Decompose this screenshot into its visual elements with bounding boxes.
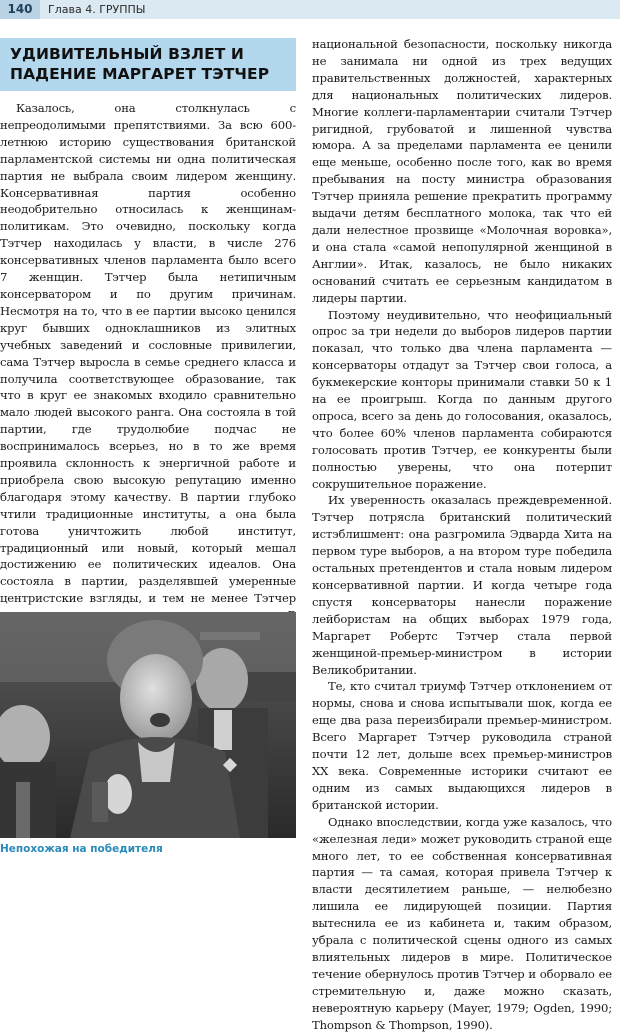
photo-illustration (0, 612, 296, 838)
box-title: УДИВИТЕЛЬНЫЙ ВЗЛЕТ И ПАДЕНИЕ МАРГАРЕТ ТЭТЧЕР (10, 45, 270, 83)
box-heading (0, 38, 296, 91)
paragraph: национальной безопасности, поскольку никогда не занимала ни одной из трех ведущих правительственных должностей, характерных для национальных политических лидеров. Многие коллеги-парламентарии считали Тэтчер ригидной, грубоватой и лишенной чувства юмора. А за пределами парламента ее ценили еще меньше, особенно после того, как во время пребывания на посту министра образования Тэтчер приняла решение прекратить программу выдачи детям бесплатного молока, так что ей дали нелестное прозвище «Молочная воровка», и она стала «самой непопулярной женщиной в Англии». Итак, казалось, не было никаких оснований считать ее серьезным кандидатом в лидеры партии. (312, 37, 612, 305)
paragraph: Однако впоследствии, когда уже казалось, что «железная леди» может руководить страной еще много лет, то ее собственная консервативная партия — та самая, которая привела Тэтчер к власти десятилетием раньше, — нелюбезно лишила ее лидирующей позиции. Партия вытеснила ее из кабинета и, таким образом, убрала с политической сцены одного из самых влиятельных лидеров в мире. Политическое течение обернулось против Тэтчер и оборвало ее стремительную и, даже можно сказать, невероятную карьеру (Mayer, 1979; Ogden, 1990; Thompson & Thompson, 1990). (312, 814, 612, 1032)
paragraph: Поэтому неудивительно, что неофициальный опрос за три недели до выборов лидеров партии показал, что только два члена парламента — консерваторы отдадут за Тэтчер свои голоса, а букмекерские конторы принимали ставки 50 к 1 на ее проигрыш. Когда по данным другого опроса, всего за день до голосования, оказалось, что более 60% членов парламента собираются голосовать против Тэтчер, ее конкуренты были полностью уверены, что она потерпит сокрушительное поражение. (312, 307, 612, 491)
paragraph: Те, кто считал триумф Тэтчер отклонением от нормы, снова и снова испытывали шок, когда ее еще два раза переизбирали премьер-министром. Всего Маргарет Тэтчер руководила страной почти 12 лет, дольше всех премьер-министров XX века. Современные историки считают ее одним из самых выдающихся лидеров в британской истории. (312, 679, 612, 812)
page-number: 140 (0, 0, 40, 19)
paragraph: Казалось, она столкнулась с непреодолимыми препятствиями. За всю 600-летнюю историю существования британской парламентской системы ни одна политическая партия не выбрала своим лидером женщину. Консервативная партия особенно неодобрительно относилась к женщинам-политикам. Это очевидно, поскольку когда Тэтчер находилась у власти, в числе 276 консервативных членов парламента было всего 7 женщин. Тэтчер была нетипичным консерватором и по другим причинам. Несмотря на то, что в ее партии высоко ценился круг бывших одноклашников из элитных учебных заведений и сословные привилегии, сама Тэтчер выросла в семье среднего класса и получила соответствующее образование, так что в круг ее знакомых входило сравнительно мало людей высокого ранга. Она состояла в той партии, где трудолюбие подчас не воспринималось всерьез, но в то же время проявила склонность к энергичной работе и приобрела свою высокую репутацию именно благодаря этому качеству. В партии глубоко чтили традиционные институты, а она была готова уничтожить любой институт, традиционный или новый, который мешал достижению ее политических идеалов. Она состояла в партии, разделявшей умеренные центристские взгляды, и тем не менее Тэтчер (0, 101, 296, 606)
paragraph: Их уверенность оказалась преждевременной. Тэтчер потрясла британский политический истэблишмент: она разгромила Эдварда Хита на первом туре выборов, а на втором туре победила остальных претендентов и стала новым лидером консервативной партии. И когда четыре года спустя консерваторы нанесли поражение лейбористам на общих выборах 1979 года, Маргарет Робертс Тэтчер стала первой женщиной-премьер-министром в истории Великобритании. (312, 493, 612, 677)
chapter-title: Глава 4. ГРУППЫ (48, 3, 146, 16)
right-column (312, 36, 612, 1033)
photo-caption: Непохожая на победителя (0, 843, 163, 855)
photo-thatcher-parliament (0, 612, 296, 838)
